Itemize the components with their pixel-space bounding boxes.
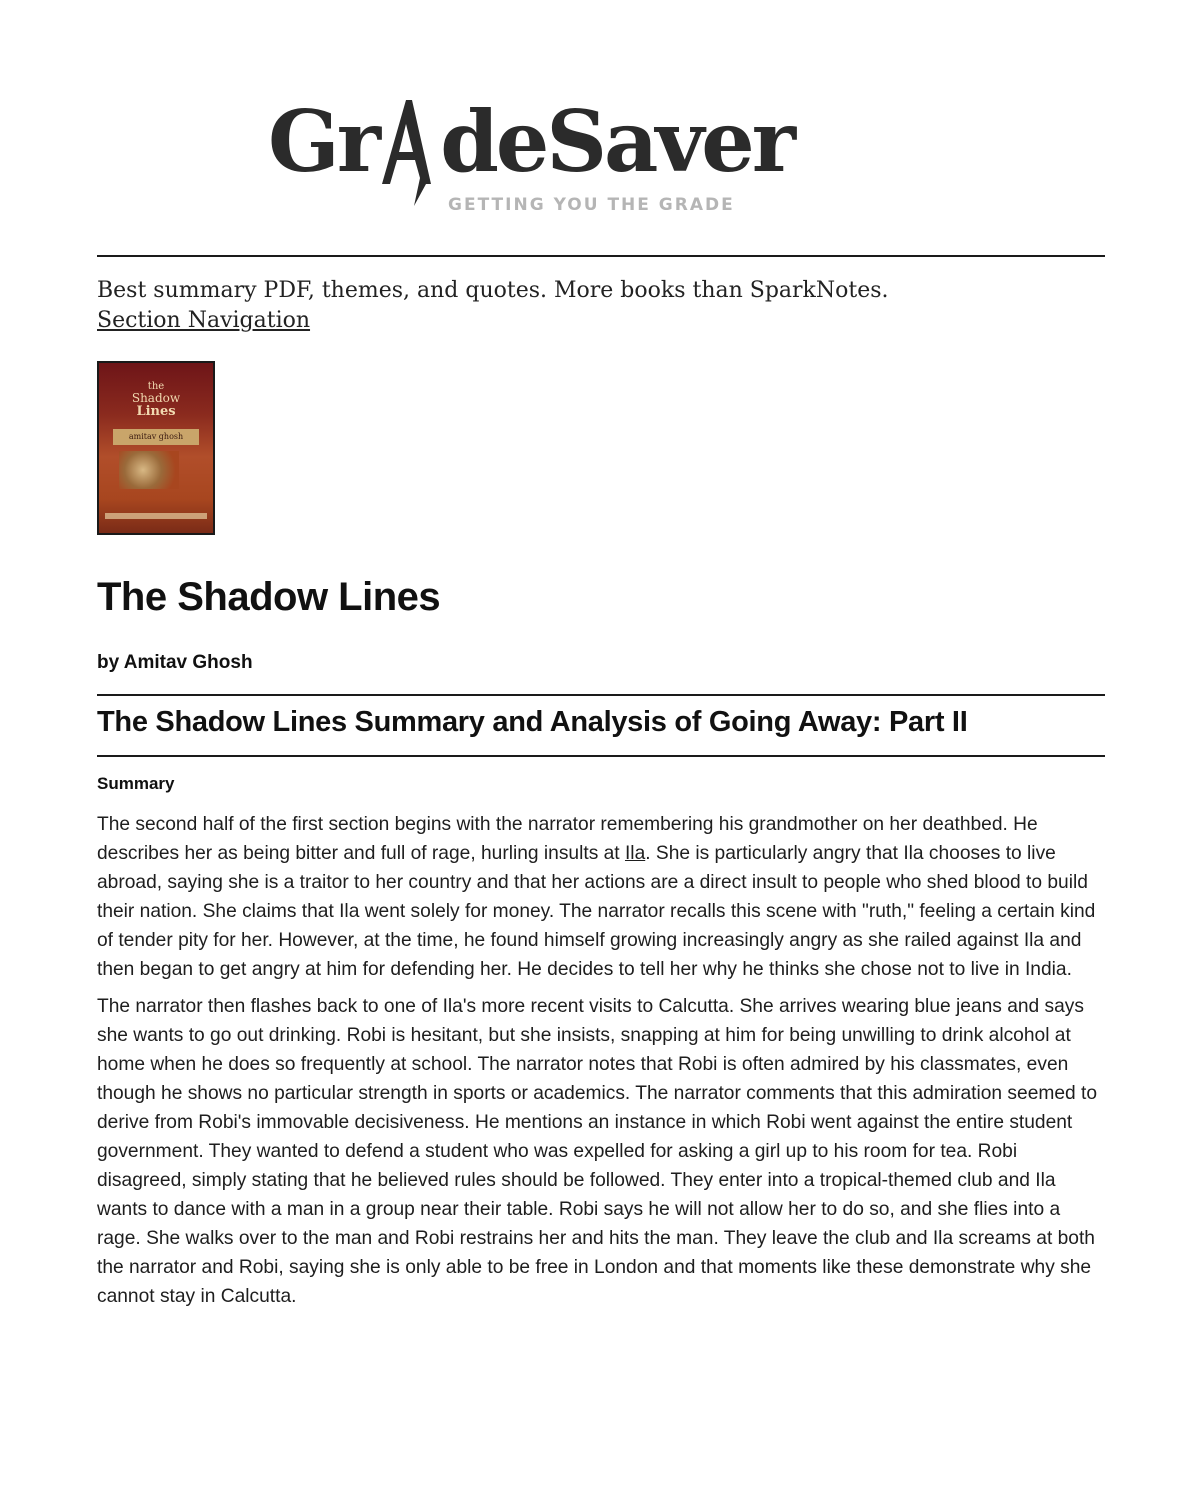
title-divider-top	[97, 694, 1105, 696]
cover-footer-strip	[105, 513, 207, 519]
summary-subheading: Summary	[97, 774, 175, 793]
header-divider	[97, 255, 1105, 257]
logo-wordmark: Gr deSaver	[268, 92, 793, 191]
gradesaver-logo[interactable]	[268, 92, 793, 223]
cover-artwork	[119, 451, 179, 489]
title-divider-bottom	[97, 755, 1105, 757]
book-cover-image	[97, 361, 215, 535]
cover-title: the Shadow Lines	[131, 381, 181, 420]
book-title: The Shadow Lines	[97, 575, 441, 619]
logo-a-brush-icon	[368, 98, 438, 208]
summary-paragraph-1: The second half of the first section begins with the narrator remembering his grandmother on her deathbed. He describes her as being bitter and full of rage, hurling insults at Ila. She is particularly angry that Ila chooses to live abroad, saying she is a traitor to her country and that her actions are a direct insult to people who shed blood to build their nation. She claims that Ila went solely for money. The narrator recalls this scene with "ruth," feeling a certain kind of tender pity for her. However, at the time, he found himself growing increasingly angry as she railed against Ila and then began to get angry at him for defending her. He decides to tell her why he thinks she chose not to live in India.	[97, 814, 1096, 980]
logo-tagline: GETTING YOU THE GRADE	[448, 195, 735, 215]
site-tagline: Best summary PDF, themes, and quotes. More books than SparkNotes.	[97, 278, 889, 303]
section-title: The Shadow Lines Summary and Analysis of Going Away: Part II	[97, 706, 968, 738]
book-author: by Amitav Ghosh	[97, 652, 253, 673]
cover-author-band: amitav ghosh	[113, 429, 199, 445]
section-navigation-link[interactable]: Section Navigation	[97, 308, 311, 333]
ila-character-link[interactable]: Ila	[624, 843, 646, 864]
summary-paragraph-2: The narrator then flashes back to one of Ila's more recent visits to Calcutta. She arrives wearing blue jeans and says she wants to go out drinking. Robi is hesitant, but she insists, snapping at him for being unwilling to drink alcohol at home when he does so frequently at school. The narrator notes that Robi is often admired by his classmates, even though he shows no particular strength in sports or academics. The narrator comments that this admiration seemed to derive from Robi's immovable decisiveness. He mentions an instance in which Robi went against the entire student government. They wanted to defend a student who was expelled for asking a girl up to his room for tea. Robi disagreed, simply stating that he believed rules should be followed. They enter into a tropical-themed club and Ila wants to dance with a man in a group near their table. Robi says he will not allow her to do so, and she flies into a rage. She walks over to the man and Robi restrains her and hits the man. They leave the club and Ila screams at both the narrator and Robi, saying she is only able to be free in London and that moments like these demonstrate why she cannot stay in Calcutta.	[97, 996, 1098, 1307]
summary-body	[97, 810, 1107, 1319]
